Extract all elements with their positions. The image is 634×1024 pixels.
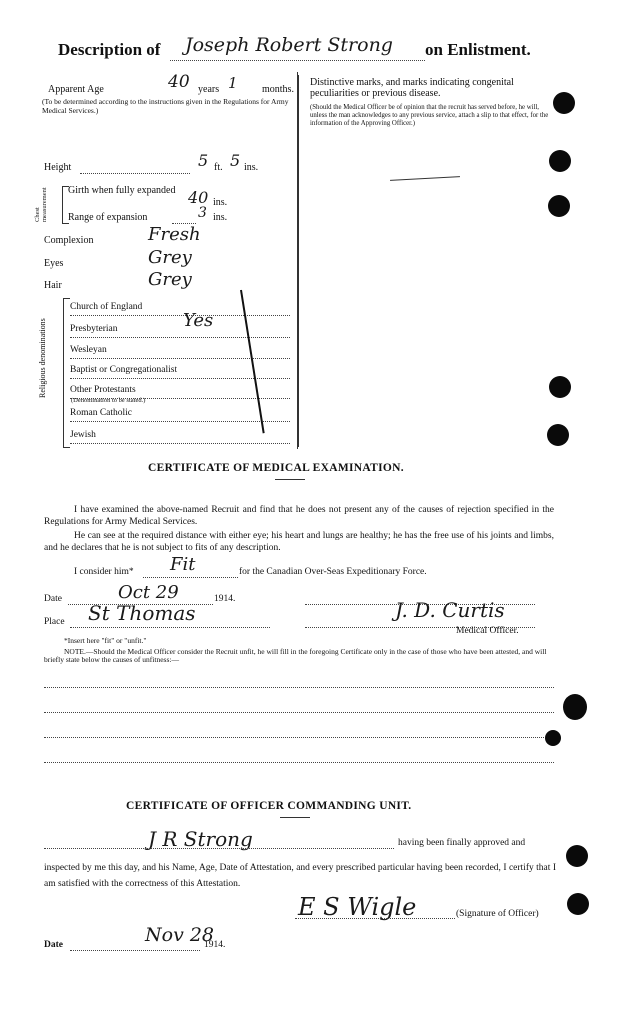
age-months: 1 (228, 74, 238, 92)
religion-item: Roman Catholic (70, 408, 133, 418)
months-label: months. (262, 84, 294, 95)
consider-suffix: for the Canadian Over-Seas Expeditionary Force. (239, 567, 427, 577)
ft-label: ft. (214, 162, 223, 173)
distinctive-marks-label: Distinctive marks, and marks indicating congenital peculiarities or previous disease. (310, 77, 514, 99)
punch-hole (553, 92, 575, 114)
punch-hole (548, 195, 570, 217)
girth-value: 40 (188, 188, 209, 207)
complexion-label: Complexion (44, 235, 94, 246)
medical-para-1: I have examined the above-named Recruit and find that he does not present any of the causes of rejection specified in the Regulations for Army Medical Services. (44, 505, 554, 527)
footnote: *Insert here "fit" or "unfit." (64, 636, 147, 645)
punch-hole (545, 730, 561, 746)
range-label: Range of expansion (68, 212, 148, 223)
medical-officer-title: Medical Officer. (456, 626, 519, 636)
eyes-value: Grey (148, 247, 192, 268)
hair-label: Hair (44, 280, 62, 291)
consider-prefix: I consider him* (74, 567, 134, 577)
chest-label: Chest measurement (34, 187, 48, 222)
recruit-signature: J R Strong (148, 827, 253, 851)
range-value: 3 (198, 205, 207, 221)
religion-item: Baptist or Congregationalist (70, 365, 178, 375)
signature-of-officer-label: (Signature of Officer) (456, 909, 539, 919)
years-label: years (198, 84, 220, 95)
commanding-heading: CERTIFICATE OF OFFICER COMMANDING UNIT. (126, 800, 412, 812)
religion-item: Jewish (70, 430, 96, 440)
ins-label: ins. (244, 162, 259, 173)
medical-officer-signature: J. D. Curtis (395, 598, 505, 622)
religion-item: Wesleyan (70, 345, 107, 355)
distinctive-marks-note: (Should the Medical Officer be of opinion that the recruit has served before, he will, unless the man acknowledges to any previous service, attach a slip to that effect, for the information of the Approving Officer.) (310, 104, 549, 127)
girth-unit: ins. (213, 197, 228, 208)
hair-value: Grey (148, 269, 192, 290)
girth-label: Girth when fully expanded (68, 185, 176, 196)
height-label: Height (44, 162, 72, 173)
age-label: Apparent Age (48, 84, 104, 95)
age-years: 40 (168, 72, 190, 92)
complexion-value: Fresh (148, 224, 201, 245)
medical-para-2: He can see at the required distance with either eye; his heart and lungs are healthy; he has the free use of his joints and limbs, and he declares that he is not subject to fits of any description. (44, 531, 554, 553)
punch-hole (547, 424, 569, 446)
date-label: Date (44, 594, 62, 604)
religion-item: Other Protestants (70, 385, 136, 395)
punch-hole (567, 893, 589, 915)
eyes-label: Eyes (44, 258, 64, 269)
commanding-para: inspected by me this day, and his Name, Age, Date of Attestation, and every prescribed particular having been recorded, I certify that I am satisfied with the correctness of this Attestation. (44, 863, 556, 889)
medical-date: Oct 29 (118, 582, 179, 603)
form-title-prefix: Description of (58, 40, 161, 59)
approved-text: having been finally approved and (398, 838, 526, 848)
consider-value: Fit (170, 554, 196, 575)
height-ins: 5 (230, 151, 241, 170)
commanding-officer-signature: E S Wigle (298, 893, 417, 921)
commanding-date-label: Date (44, 940, 63, 950)
medical-heading: CERTIFICATE OF MEDICAL EXAMINATION. (148, 462, 404, 474)
religion-mark: Yes (183, 310, 214, 331)
punch-hole (563, 694, 587, 720)
form-title-suffix: on Enlistment. (425, 40, 531, 59)
medical-note: NOTE.—Should the Medical Officer consider the Recruit unfit, he will fill in the foregoing Certificate only in the case of those who have been attested, and will briefly state below the causes of unfitness:— (44, 647, 547, 664)
other-protestants-note: (Denomination to be stated.) (71, 397, 146, 404)
religion-label: Religious denominations (38, 318, 47, 398)
medical-year: 1914. (214, 594, 236, 604)
commanding-year: 1914. (204, 940, 226, 950)
place-value: St Thomas (88, 601, 196, 625)
punch-hole (549, 376, 571, 398)
religion-item: Presbyterian (70, 324, 118, 334)
age-note: (To be determined according to the instructions given in the Regulations for Army Medical Services.) (42, 97, 289, 115)
punch-hole (549, 150, 571, 172)
punch-hole (566, 845, 588, 867)
pen-stroke (240, 290, 265, 434)
pen-stroke (390, 176, 460, 181)
place-label: Place (44, 617, 65, 627)
range-unit: ins. (213, 212, 228, 223)
height-ft: 5 (198, 151, 209, 170)
recruit-name: Joseph Robert Strong (185, 34, 393, 56)
religion-item: Church of England (70, 302, 143, 312)
commanding-date: Nov 28 (145, 924, 215, 946)
